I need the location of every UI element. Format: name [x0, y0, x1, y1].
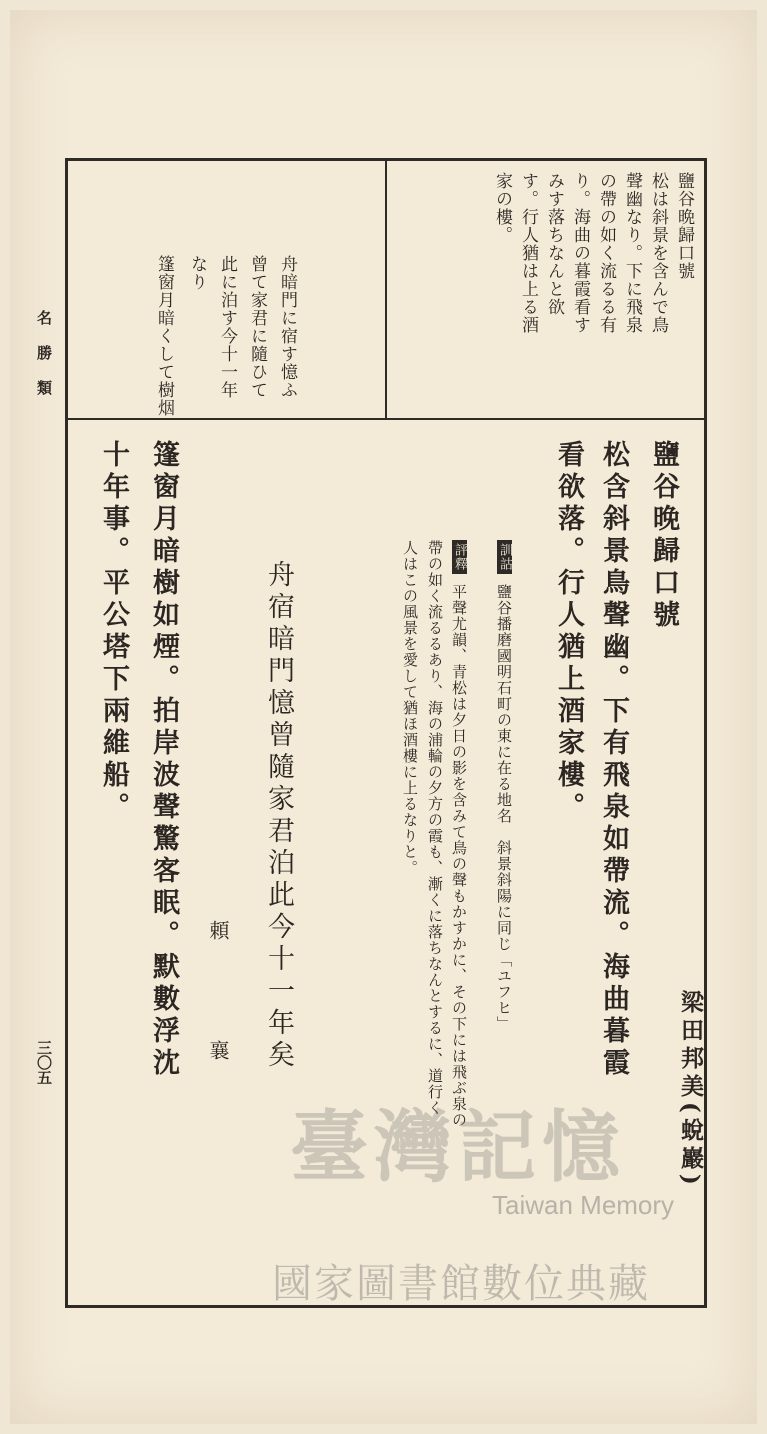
poem1-author: 梁田邦美(蛻巖)	[677, 990, 704, 1190]
tsushaku-label: 評釋	[452, 540, 467, 574]
note-right-line-2: 松は斜景を含んで鳥	[648, 172, 668, 334]
note-right-line-6: みす落ちなんと欲	[544, 172, 564, 316]
watermark-logo-text: 臺灣記憶	[290, 1102, 627, 1193]
note-left-line-3: 此に泊す今十一年	[217, 255, 237, 399]
note-right-line-8: 家の樓。	[492, 172, 512, 244]
note-left-line-5: 篷窗月暗くして樹烟	[154, 255, 174, 417]
note-right-line-7: す。行人猶は上る酒	[518, 172, 538, 334]
note-left-line-4: なり	[187, 255, 207, 291]
watermark-logo-sub: Taiwan Memory	[492, 1190, 675, 1220]
gloss-kunko	[496, 540, 512, 1032]
header-divider	[385, 158, 387, 420]
poem1-line-2: 看欲落。行人猶上酒家樓。	[553, 440, 584, 824]
poem2-line-1: 篷窗月暗樹如煙。拍岸波聲驚客眠。默數浮沈	[148, 440, 179, 1080]
note-right-line-1: 鹽谷晩歸口號	[674, 172, 694, 280]
kunko-text: 鹽谷播磨國明石町の東に在る地名 斜景斜陽に同じ「ユフヒ」	[495, 583, 513, 1032]
poem2-line-2: 十年事。平公塔下兩維船。	[98, 440, 129, 824]
tsushaku-line-3: 人はこの風景を愛して猶ほ酒樓に上るなりと。	[401, 540, 419, 876]
watermark-institution: 國家圖書館數位典藏	[272, 1261, 650, 1307]
note-left-line-2: 曾て家君に隨ひて	[247, 255, 267, 399]
page-number: 三〇五	[35, 1040, 53, 1085]
note-right-line-4: の帶の如く流るる有	[596, 172, 616, 334]
tsushaku-line-2: 帶の如く流るるあり、海の浦輪の夕方の霞も、漸くに落ちなんとするに、道行く	[426, 540, 444, 1116]
poem2-author: 頼 襄	[206, 920, 230, 1100]
running-head: 名勝類	[35, 310, 53, 415]
note-right-line-3: 聲幽なり。下に飛泉	[622, 172, 642, 334]
poem2-title: 舟宿暗門憶曾隨家君泊此今十一年矣	[263, 560, 294, 1072]
gloss-tsushaku	[451, 540, 467, 1128]
note-right-line-5: り。海曲の暮霞看す	[570, 172, 590, 334]
poem1-line-1: 松含斜景鳥聲幽。下有飛泉如帶流。海曲暮霞	[598, 440, 629, 1080]
note-left-line-1: 舟暗門に宿す憶ふ	[277, 255, 297, 399]
kunko-label: 訓詁	[497, 540, 512, 574]
poem1-title: 鹽谷晚歸口號	[648, 440, 679, 632]
tsushaku-line-1: 平聲尤韻、青松は夕日の影を含みて鳥の聲もかすかに、その下には飛ぶ泉の	[450, 583, 468, 1128]
